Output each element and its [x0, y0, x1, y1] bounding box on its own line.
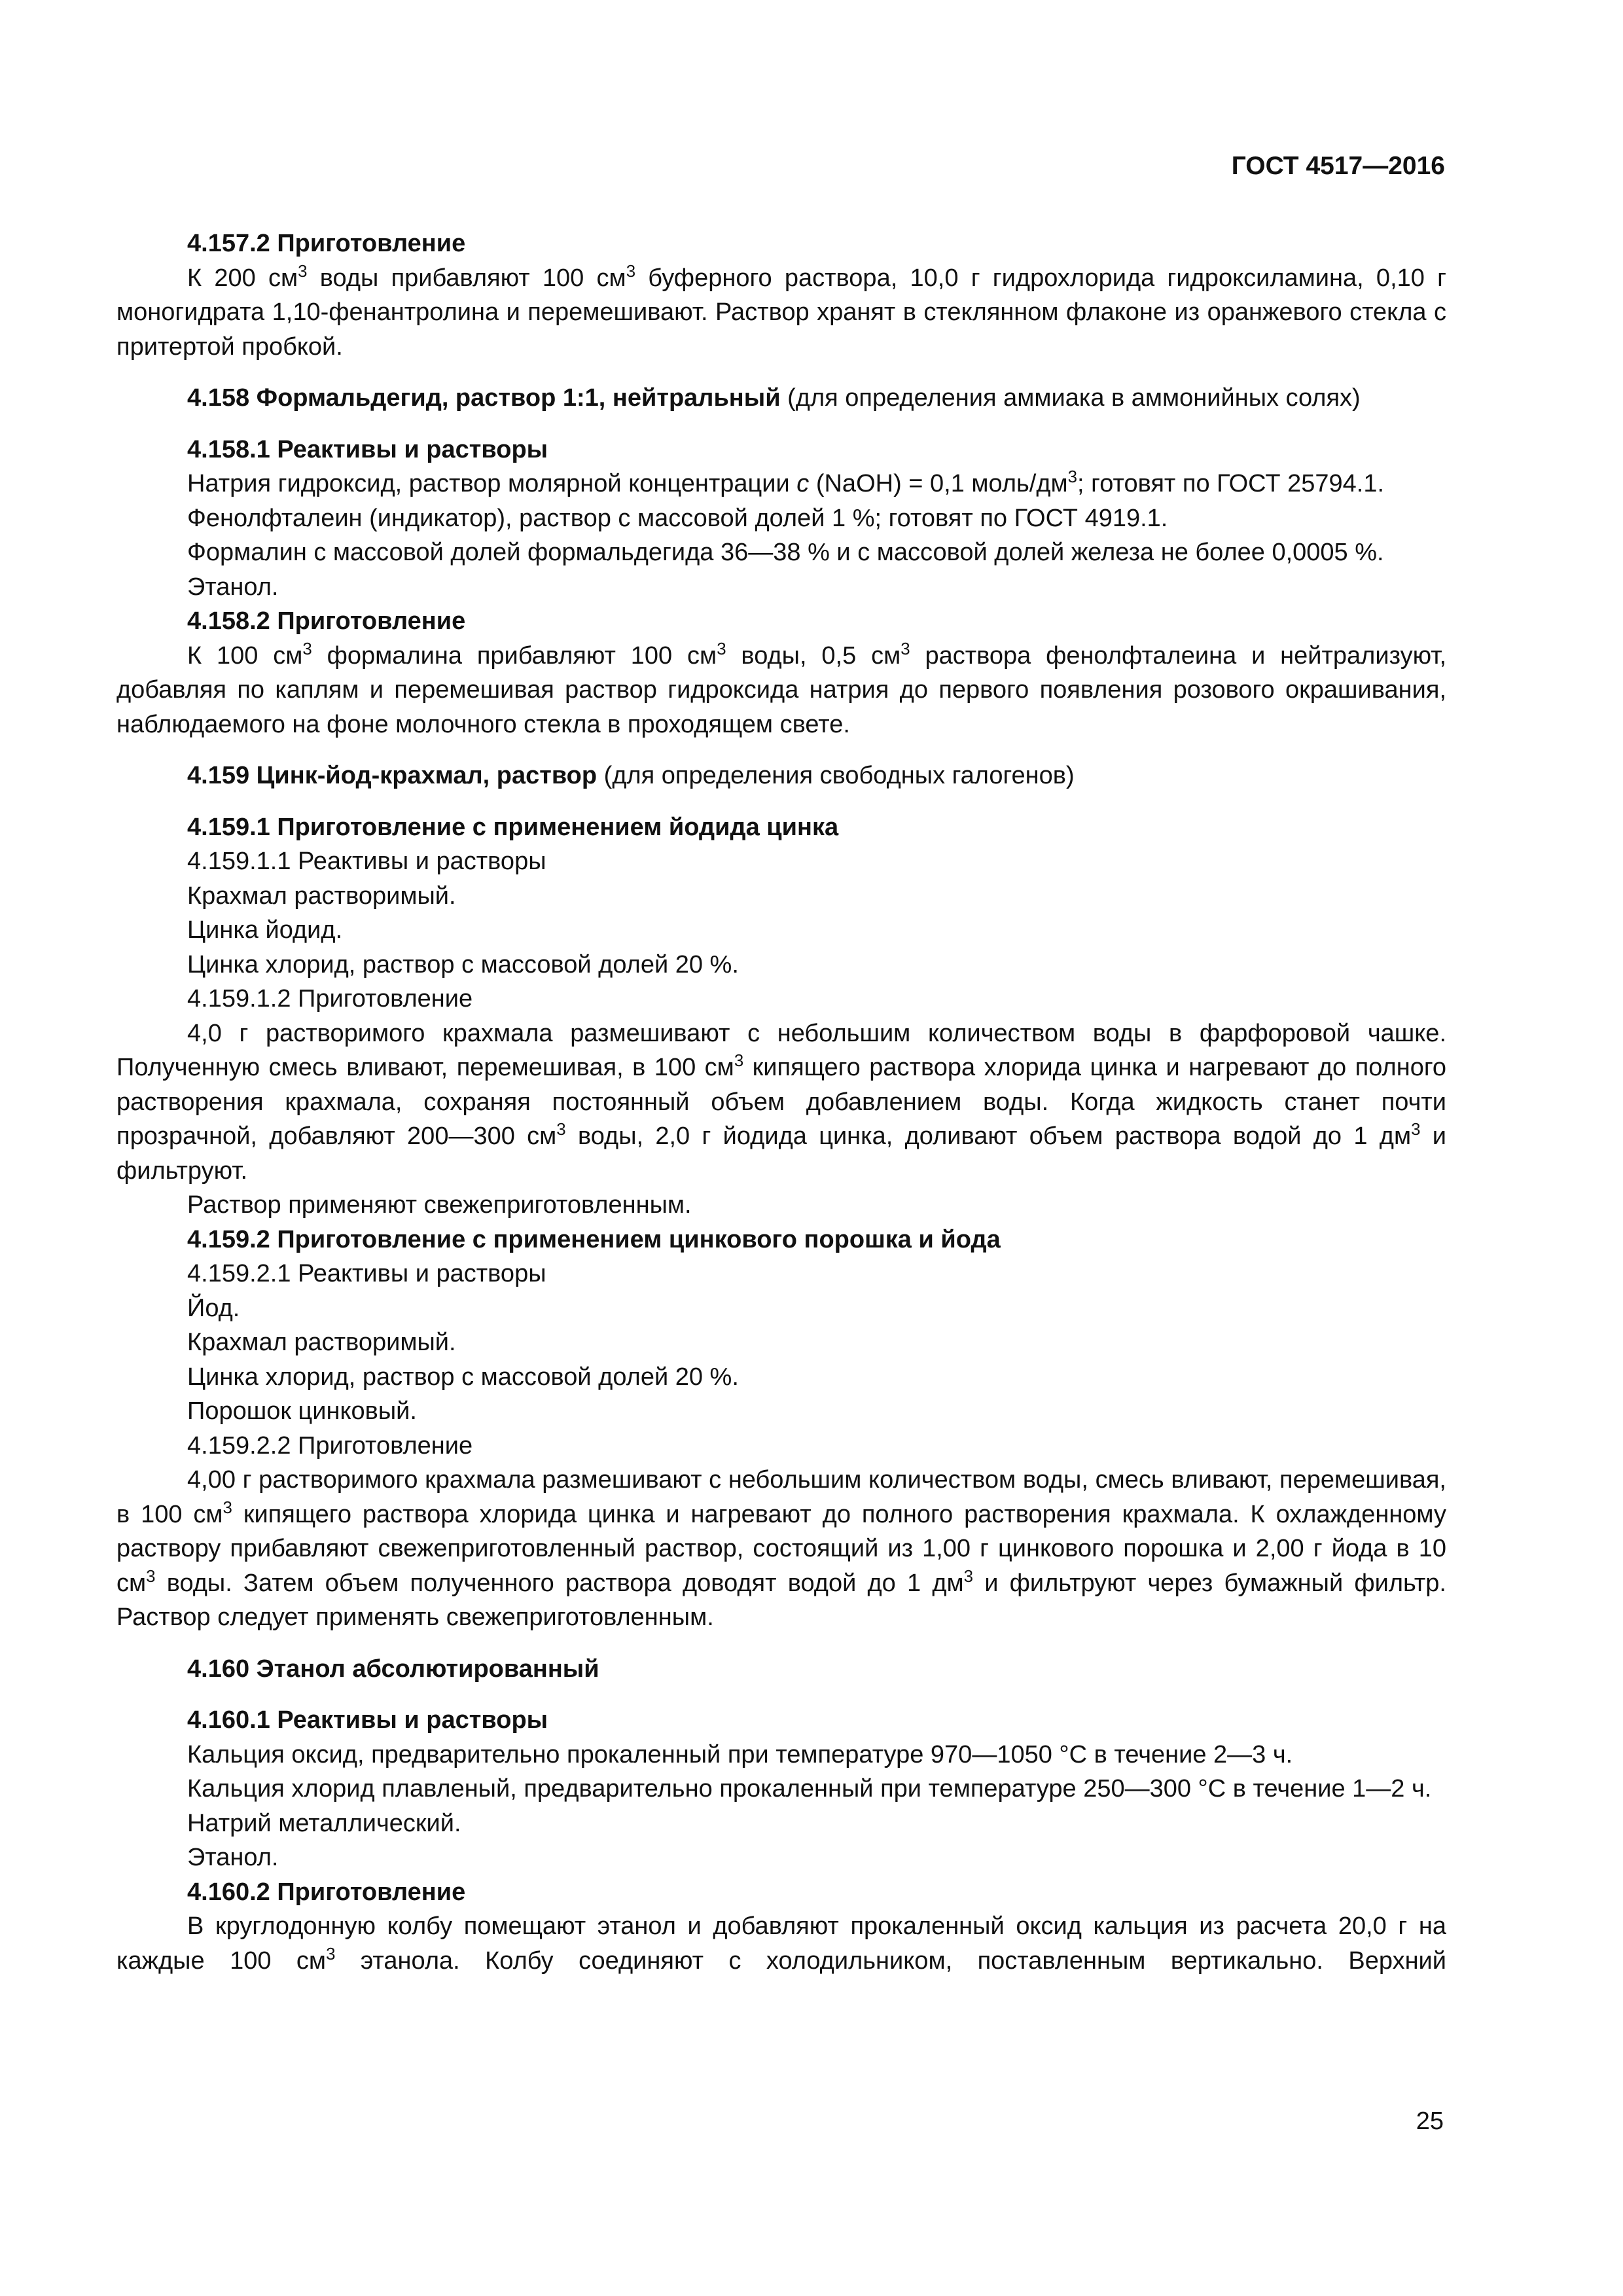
superscript-3: 3 — [223, 1498, 232, 1517]
reagent-starch: Крахмал растворимый. — [187, 1329, 456, 1356]
heading-4-159-2: 4.159.2 Приготовление с применением цинкового порошка и йода — [187, 1225, 1001, 1253]
text-run: кипящего раствора хлорида цинка и нагревают до полного растворения крахмала. К охлажденному раствору прибавляют свежеприготовленный раствор, состоящий из 1,00 г цинкового порошка и 2,00 г йода в 10 см — [116, 1500, 1446, 1597]
document-body — [116, 226, 1446, 1978]
text-run: К 200 см — [187, 264, 298, 292]
reagent-starch: Крахмал растворимый. — [187, 882, 456, 910]
text-run: формалина прибавляют 100 см — [312, 641, 717, 670]
heading-4-159-2-1: 4.159.2.1 Реактивы и растворы — [187, 1260, 546, 1287]
heading-4-158 — [116, 381, 1446, 416]
text-run: этанола. Колбу соединяют с холодильником, поставленным вертикально. Верхний — [335, 1946, 1447, 1975]
superscript-3: 3 — [1067, 467, 1078, 486]
text-run: воды. Затем объем полученного раствора доводят водой до 1 дм — [155, 1569, 964, 1597]
reagent-ethanol: Этанол. — [187, 1844, 279, 1871]
superscript-3: 3 — [146, 1567, 156, 1586]
superscript-3: 3 — [556, 1120, 566, 1139]
text-run: 4,0 г растворимого крахмала размешивают с небольшим количеством воды в фарфоровой чашке. Полученную смесь вливают, перемешивая, в 100 см — [116, 1019, 1446, 1081]
heading-4-158-1: 4.158.1 Реактивы и растворы — [187, 435, 548, 463]
reagent-zinc-chloride: Цинка хлорид, раствор с массовой долей 20 %. — [187, 950, 739, 978]
text-run: воды прибавляют 100 см — [307, 264, 626, 292]
heading-4-158-2: 4.158.2 Приготовление — [187, 607, 466, 635]
text-run: воды, 0,5 см — [726, 641, 901, 670]
paragraph-4-159-1-2-text — [116, 1016, 1446, 1189]
text-run: (NaOH) = 0,1 моль/дм — [809, 470, 1068, 497]
heading-4-159-2-2: 4.159.2.2 Приготовление — [187, 1431, 473, 1460]
text-run: кипящего раствора хлорида цинка и нагревают до полного растворения крахмала, сохраняя постоянный объем добавлением воды. Когда жидкость станет почти прозрачной, добавляют 200—300 см — [116, 1054, 1446, 1150]
text-run: Натрия гидроксид, раствор молярной концентрации — [187, 470, 797, 497]
reagent-calcium-chloride: Кальция хлорид плавленый, предварительно прокаленный при температуре 250—300 °С в течение 1—2 ч. — [187, 1775, 1432, 1803]
paragraph-4-159-2-2-text — [116, 1463, 1446, 1635]
heading-4-159 — [116, 759, 1446, 793]
heading-4-159-1-2: 4.159.1.2 Приготовление — [187, 985, 473, 1013]
superscript-3: 3 — [298, 262, 308, 281]
superscript-3: 3 — [326, 1945, 336, 1964]
text-run: ; готовят по ГОСТ 25794.1. — [1077, 470, 1385, 497]
superscript-3: 3 — [901, 639, 910, 658]
reagent-zinc-iodide: Цинка йодид. — [187, 916, 343, 944]
reagent-sodium-hydroxide — [116, 467, 1446, 501]
reagent-sodium: Натрий металлический. — [187, 1809, 461, 1837]
superscript-3: 3 — [734, 1051, 744, 1070]
heading-4-159-title: 4.159 Цинк-йод-крахмал, раствор — [187, 762, 597, 789]
concentration-symbol: c — [796, 470, 810, 497]
paragraph-4-160-2-text — [116, 1909, 1446, 1978]
reagent-calcium-oxide: Кальция оксид, предварительно прокаленный при температуре 970—1050 °С в течение 2—3 ч. — [187, 1740, 1293, 1768]
heading-4-158-purpose: (для определения аммиака в аммонийных солях) — [780, 384, 1361, 412]
reagent-zinc-chloride: Цинка хлорид, раствор с массовой долей 20 %. — [187, 1363, 739, 1391]
heading-4-160-2: 4.160.2 Приготовление — [187, 1878, 466, 1906]
reagent-phenolphthalein: Фенолфталеин (индикатор), раствор с массовой долей 1 %; готовят по ГОСТ 4919.1. — [187, 504, 1168, 532]
text-run: К 100 см — [187, 641, 303, 670]
heading-4-159-purpose: (для определения свободных галогенов) — [597, 762, 1075, 789]
reagent-ethanol: Этанол. — [187, 573, 279, 601]
text-run: буферного раствора, 10,0 г гидрохлорида гидроксиламина, 0,10 г моногидрата 1,10-фенантролина и перемешивают. Раствор хранят в стеклянном флаконе из оранжевого стекла с притертой пробкой. — [116, 264, 1446, 361]
heading-4-157-2: 4.157.2 Приготовление — [187, 230, 466, 257]
text-run: раствора фенолфталеина и нейтрализуют, добавляя по каплям и перемешивая раствор гидроксида натрия до первого появления розового окрашивания, наблюдаемого на фоне молочного стекла в проходящем свете. — [116, 641, 1446, 738]
superscript-3: 3 — [302, 639, 312, 658]
reagent-formalin: Формалин с массовой долей формальдегида 36—38 % и с массовой долей железа не более 0,0005 %. — [187, 539, 1384, 566]
superscript-3: 3 — [717, 639, 726, 658]
reagent-iodine: Йод. — [187, 1294, 240, 1322]
heading-4-159-1: 4.159.1 Приготовление с применением йодида цинка — [187, 813, 839, 841]
reagent-zinc-powder: Порошок цинковый. — [187, 1397, 417, 1425]
heading-4-160: 4.160 Этанол абсолютированный — [187, 1655, 599, 1683]
paragraph-fresh-note: Раствор применяют свежеприготовленным. — [187, 1191, 692, 1219]
heading-4-158-title: 4.158 Формальдегид, раствор 1:1, нейтральный — [187, 384, 781, 412]
superscript-3: 3 — [1411, 1120, 1421, 1139]
text-run: В круглодонную колбу помещают этанол и добавляют прокаленный оксид кальция из расчета 20,0 г на каждые 100 см — [116, 1912, 1446, 1975]
text-run: и фильтруют через бумажный фильтр. Раствор следует применять свежеприготовленным. — [116, 1569, 1446, 1631]
heading-4-160-1: 4.160.1 Реактивы и растворы — [187, 1706, 548, 1734]
page-number: 25 — [1416, 2108, 1444, 2135]
text-run: 4,00 г растворимого крахмала размешивают с небольшим количеством воды, смесь вливают, перемешивая, в 100 см — [116, 1466, 1446, 1528]
superscript-3: 3 — [963, 1567, 974, 1586]
text-run: и фильтруют. — [116, 1122, 1446, 1185]
paragraph-4-157-2-text — [116, 261, 1446, 365]
heading-4-159-1-1: 4.159.1.1 Реактивы и растворы — [187, 848, 546, 875]
document-header-standard-number: ГОСТ 4517—2016 — [1231, 152, 1445, 180]
text-run: воды, 2,0 г йодида цинка, доливают объем раствора водой до 1 дм — [565, 1122, 1412, 1150]
paragraph-4-158-2-text — [116, 639, 1446, 742]
superscript-3: 3 — [626, 262, 636, 281]
